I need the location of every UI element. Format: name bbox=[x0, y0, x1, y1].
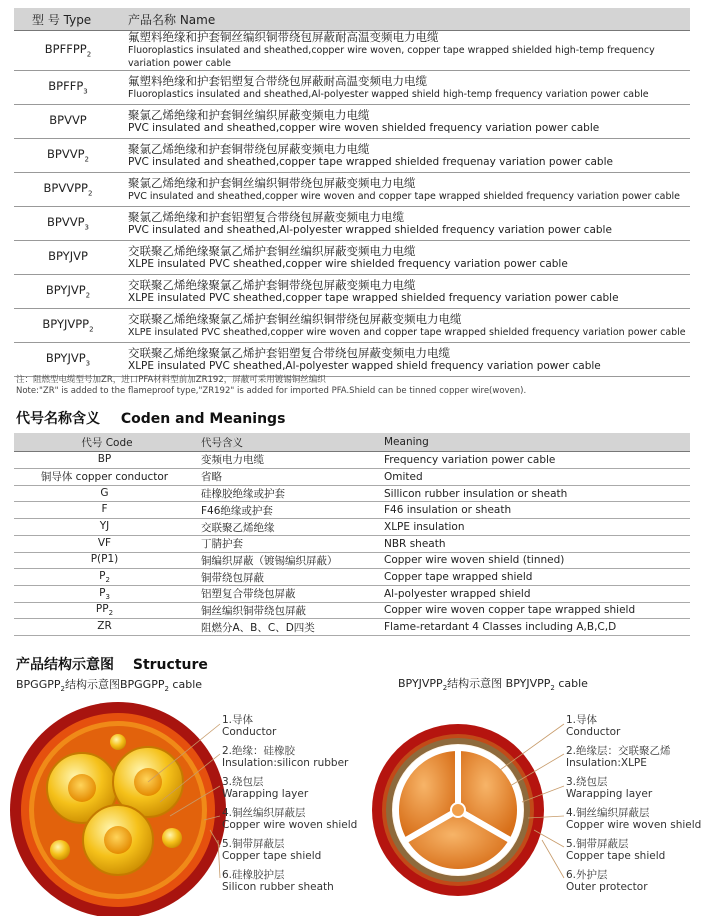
code-cell bbox=[14, 585, 195, 602]
name-cn: 交联聚乙烯绝缘聚氯乙烯护套铝塑复合带绕包屏蔽变频电力电缆 bbox=[128, 345, 450, 360]
layer-label-cn: 3.绕包层 bbox=[566, 776, 608, 788]
name-cn: 氟塑料绝缘和护套铜丝编织铜带绕包屏蔽耐高温变频电力电缆 bbox=[128, 30, 439, 44]
meaning-en-cell: Flame-retardant 4 Classes including A,B,C,D bbox=[378, 619, 690, 636]
code-cell bbox=[14, 569, 195, 586]
layer-label-cn: 4.铜丝编织屏蔽层 bbox=[222, 807, 306, 819]
meaning-en-cell: Copper tape wrapped shield bbox=[378, 569, 690, 586]
meaning-cn-cell: 铜丝编织铜带绕包屏蔽 bbox=[195, 602, 378, 619]
layer-label-en: Insulation:XLPE bbox=[566, 757, 647, 769]
name-en: PVC insulated and sheathed,copper wire woven shielded frequency variation power cable bbox=[128, 121, 600, 134]
coden-title-cn: 代号名称含义 bbox=[16, 411, 100, 427]
layer-label-cn: 3.绕包层 bbox=[222, 776, 264, 788]
table-row bbox=[14, 452, 690, 469]
table-row bbox=[14, 552, 690, 569]
meaning-en-column-header: Meaning bbox=[378, 433, 690, 452]
code-subscript: 3 bbox=[105, 592, 110, 601]
small-core-1 bbox=[50, 840, 70, 860]
type-code: BPYJVP bbox=[48, 249, 88, 264]
name-cn: 聚氯乙烯绝缘和护套铜带绕包屏蔽变频电力电缆 bbox=[128, 141, 370, 156]
meaning-en-cell: Copper wire woven copper tape wrapped shield bbox=[378, 602, 690, 619]
coden-section-title bbox=[16, 408, 285, 428]
code-cell bbox=[14, 602, 195, 619]
type-code-subscript: 2 bbox=[89, 325, 94, 334]
product-table-body bbox=[14, 31, 690, 377]
table-row bbox=[14, 139, 690, 173]
code-cell bbox=[14, 519, 195, 536]
name-cell bbox=[122, 275, 690, 309]
name-cn: 聚氯乙烯绝缘和护套铜丝编织屏蔽变频电力电缆 bbox=[128, 107, 370, 122]
code-cell bbox=[14, 502, 195, 519]
type-code-subscript: 3 bbox=[83, 87, 88, 96]
table-row bbox=[14, 569, 690, 586]
code-value: F bbox=[101, 503, 108, 516]
table-row bbox=[14, 207, 690, 241]
meaning-en-cell: Frequency variation power cable bbox=[378, 452, 690, 469]
type-code: BPVVPP bbox=[43, 181, 88, 196]
name-column-header: 产品名称 Name bbox=[122, 8, 690, 31]
center-filler bbox=[451, 803, 465, 817]
layer-label bbox=[566, 745, 701, 776]
table-row bbox=[14, 535, 690, 552]
meaning-cn-cell: 丁腈护套 bbox=[195, 535, 378, 552]
meaning-en-cell: Al-polyester wrapped shield bbox=[378, 585, 690, 602]
name-en: XLPE insulated PVC sheathed,copper wire shielded frequency variation power cable bbox=[128, 257, 568, 270]
table-row bbox=[14, 485, 690, 502]
conductor-1 bbox=[68, 774, 96, 802]
name-cell bbox=[122, 105, 690, 139]
layer-label-cn: 6.硅橡胶护层 bbox=[222, 869, 285, 881]
name-cn: 氟塑料绝缘和护套铝塑复合带绕包屏蔽耐高温变频电力电缆 bbox=[128, 73, 427, 88]
table-row bbox=[14, 468, 690, 485]
right-cable-cross-section bbox=[372, 724, 544, 896]
name-cell bbox=[122, 71, 690, 105]
type-code-subscript: 3 bbox=[85, 359, 91, 368]
type-cell bbox=[14, 173, 122, 207]
type-code-subscript: 2 bbox=[86, 50, 92, 59]
layer-label bbox=[566, 714, 701, 745]
code-table-header bbox=[14, 433, 690, 452]
right-caption-sub1: 2 bbox=[442, 684, 448, 693]
name-cell bbox=[122, 139, 690, 173]
name-cn: 交联聚乙烯绝缘聚氯乙烯护套铜丝编织铜带绕包屏蔽变频电力电缆 bbox=[128, 311, 462, 326]
code-value: ZR bbox=[97, 620, 112, 633]
type-cell bbox=[14, 343, 122, 377]
meaning-en-cell: Sillicon rubber insulation or sheath bbox=[378, 485, 690, 502]
type-code: BPYJVPP bbox=[42, 317, 90, 332]
layer-label-en: Conductor bbox=[566, 726, 621, 738]
code-value: PP bbox=[95, 603, 109, 616]
table-row bbox=[14, 105, 690, 139]
type-cell bbox=[14, 241, 122, 275]
type-cell bbox=[14, 207, 122, 241]
layer-label bbox=[566, 869, 701, 900]
table-row bbox=[14, 173, 690, 207]
meaning-en-cell: NBR sheath bbox=[378, 535, 690, 552]
layer-label-en: Insulation:silicon rubber bbox=[222, 757, 349, 769]
name-cn: 交联聚乙烯绝缘聚氯乙烯护套铜丝编织屏蔽变频电力电缆 bbox=[128, 243, 416, 258]
layer-label-en: Copper tape shield bbox=[222, 850, 322, 862]
name-cell bbox=[122, 241, 690, 275]
layer-label bbox=[222, 745, 357, 776]
code-column-header: 代号 Code bbox=[14, 433, 195, 452]
code-cell bbox=[14, 452, 195, 469]
layer-label-cn: 2.绝缘层：交联聚乙烯 bbox=[566, 745, 671, 757]
type-code: BPYJVP bbox=[45, 351, 86, 366]
code-cell bbox=[14, 468, 195, 485]
table-row bbox=[14, 31, 690, 71]
layer-label-cn: 1.导体 bbox=[222, 714, 254, 726]
code-cell bbox=[14, 535, 195, 552]
right-diagram-labels bbox=[566, 714, 701, 900]
left-diagram-labels bbox=[222, 714, 357, 900]
left-caption-sub2: 2 bbox=[164, 685, 169, 694]
code-cell bbox=[14, 619, 195, 636]
name-en: Fluoroplastics insulated and sheathed,copper wire woven, copper tape wrapped shielded high-temp frequency variation power cable bbox=[128, 45, 655, 69]
layer-label bbox=[566, 776, 701, 807]
type-code: BPFFP bbox=[48, 79, 84, 94]
layer-label-cn: 5.铜带屏蔽层 bbox=[566, 838, 629, 850]
meaning-cn-cell: 铜带绕包屏蔽 bbox=[195, 569, 378, 586]
code-meaning-table bbox=[14, 433, 690, 636]
code-cell bbox=[14, 485, 195, 502]
product-type-table bbox=[14, 8, 690, 377]
layer-label-en: Copper wire woven shield bbox=[222, 819, 358, 831]
layer-label-en: Outer protector bbox=[566, 881, 648, 893]
code-subscript: 2 bbox=[108, 609, 114, 618]
layer-label-en: Silicon rubber sheath bbox=[222, 881, 334, 893]
table-row bbox=[14, 619, 690, 636]
structure-title-cn: 产品结构示意图 bbox=[16, 657, 114, 673]
layer-label-en: Copper wire woven shield bbox=[566, 819, 702, 831]
layer-label bbox=[566, 838, 701, 869]
type-code: BPVVP bbox=[47, 147, 85, 162]
name-cn: 交联聚乙烯绝缘聚氯乙烯护套铜带绕包屏蔽变频电力电缆 bbox=[128, 277, 416, 292]
name-cn: 聚氯乙烯绝缘和护套铝塑复合带绕包屏蔽变频电力电缆 bbox=[128, 209, 404, 224]
right-caption-sub2: 2 bbox=[550, 684, 555, 693]
note-en: Note:"ZR" is added to the flameproof type,"ZR192" is added for imported PFA.Shield can be tinned copper wire(woven). bbox=[16, 386, 527, 396]
code-value: G bbox=[100, 486, 109, 499]
layer-label bbox=[222, 807, 357, 838]
conductor-3 bbox=[104, 826, 132, 854]
meaning-en-cell: F46 insulation or sheath bbox=[378, 502, 690, 519]
meaning-cn-cell: 铜编织屏蔽（镀锡编织屏蔽） bbox=[195, 552, 378, 569]
type-cell bbox=[14, 31, 122, 71]
type-code-subscript: 2 bbox=[85, 291, 91, 300]
meaning-cn-cell: F46绝缘或护套 bbox=[195, 502, 378, 519]
name-cell bbox=[122, 343, 690, 377]
type-code: BPFFPP bbox=[44, 42, 87, 57]
coden-title-en: Coden and Meanings bbox=[120, 411, 286, 427]
type-code: BPYJVP bbox=[45, 283, 86, 298]
layer-label bbox=[566, 807, 701, 838]
product-table-header bbox=[14, 8, 690, 31]
code-value: P bbox=[99, 586, 106, 599]
layer-label-cn: 2.绝缘：硅橡胶 bbox=[222, 745, 296, 757]
structure-section-title bbox=[16, 654, 208, 674]
code-value: VF bbox=[97, 536, 112, 549]
name-en: Fluoroplastics insulated and sheathed,Al-polyester wapped shield high-temp frequency variation power cable bbox=[128, 88, 649, 100]
code-value: BP bbox=[97, 452, 112, 465]
type-cell bbox=[14, 139, 122, 173]
meaning-en-cell: Omited bbox=[378, 468, 690, 485]
name-en: XLPE insulated PVC sheathed,Al-polyester wapped shield frequency variation power cable bbox=[128, 359, 601, 372]
code-subscript: 2 bbox=[105, 576, 110, 585]
layer-label bbox=[222, 776, 357, 807]
code-value: 铜导体 copper conductor bbox=[40, 470, 169, 483]
code-value: P(P1) bbox=[90, 553, 119, 566]
type-code-subscript: 3 bbox=[84, 223, 89, 232]
name-en: XLPE insulated PVC sheathed,copper tape wrapped shielded frequency variation power cable bbox=[128, 291, 619, 304]
meaning-cn-cell: 交联聚乙烯绝缘 bbox=[195, 519, 378, 536]
meaning-cn-cell: 变频电力电缆 bbox=[195, 452, 378, 469]
name-cell bbox=[122, 207, 690, 241]
bpyjvpp2-cable-diagram bbox=[360, 690, 570, 916]
code-value: YJ bbox=[99, 519, 110, 532]
table-row bbox=[14, 602, 690, 619]
type-cell bbox=[14, 105, 122, 139]
structure-title-en: Structure bbox=[132, 657, 208, 673]
type-cell bbox=[14, 71, 122, 105]
name-cell bbox=[122, 309, 690, 343]
table-row bbox=[14, 585, 690, 602]
table-row bbox=[14, 241, 690, 275]
code-table-body bbox=[14, 452, 690, 636]
layer-label bbox=[222, 838, 357, 869]
name-cn: 聚氯乙烯绝缘和护套铜丝编织铜带绕包屏蔽变频电力电缆 bbox=[128, 175, 416, 190]
layer-label-en: Warapping layer bbox=[566, 788, 653, 800]
meaning-en-cell: XLPE insulation bbox=[378, 519, 690, 536]
type-code: BPVVP bbox=[47, 215, 85, 230]
right-caption-part1: BPYJVPP bbox=[398, 677, 443, 690]
meaning-cn-cell: 省略 bbox=[195, 468, 378, 485]
type-column-header: 型 号 Type bbox=[14, 8, 122, 31]
small-core-3 bbox=[110, 734, 126, 750]
type-cell bbox=[14, 275, 122, 309]
small-core-2 bbox=[162, 828, 182, 848]
name-cell bbox=[122, 31, 690, 71]
type-cell bbox=[14, 309, 122, 343]
layer-label-cn: 1.导体 bbox=[566, 714, 598, 726]
meaning-cn-cell: 阻燃分A、B、C、D四类 bbox=[195, 619, 378, 636]
table-row bbox=[14, 343, 690, 377]
layer-label-en: Warapping layer bbox=[222, 788, 309, 800]
layer-label bbox=[222, 869, 357, 900]
left-cable-cross-section bbox=[10, 702, 226, 916]
layer-label bbox=[222, 714, 357, 745]
name-en: PVC insulated and sheathed,Al-polyester wrapped shielded frequency variation power cable bbox=[128, 223, 612, 236]
layer-label-en: Conductor bbox=[222, 726, 277, 738]
layer-label-en: Copper tape shield bbox=[566, 850, 666, 862]
name-en: PVC insulated and sheathed,copper tape wrapped shielded frequenay variation power cable bbox=[128, 155, 613, 168]
type-code: BPVVP bbox=[49, 113, 87, 128]
table-row bbox=[14, 309, 690, 343]
code-value: P bbox=[99, 570, 106, 583]
type-code-subscript: 2 bbox=[87, 189, 93, 198]
meaning-cn-column-header: 代号含义 bbox=[195, 433, 378, 452]
right-caption-part2: 结构示意图 BPYJVPP bbox=[447, 677, 551, 690]
name-en: XLPE insulated PVC sheathed,copper wire woven and copper tape wrapped shielded frequency variation power cable bbox=[128, 326, 686, 338]
table-row bbox=[14, 519, 690, 536]
table-row bbox=[14, 502, 690, 519]
type-code-subscript: 2 bbox=[84, 155, 89, 164]
meaning-en-cell: Copper wire woven shield (tinned) bbox=[378, 552, 690, 569]
table-note bbox=[16, 375, 526, 397]
layer-label-cn: 4.铜丝编织屏蔽层 bbox=[566, 807, 650, 819]
layer-label-cn: 5.铜带屏蔽层 bbox=[222, 838, 285, 850]
name-cell bbox=[122, 173, 690, 207]
table-row bbox=[14, 71, 690, 105]
layer-label-cn: 6.外护层 bbox=[566, 869, 608, 881]
note-cn: 注：阻燃型电缆型号加ZR，进口PFA材料型前加ZR192，屏蔽可采用镀锡铜丝编织 bbox=[16, 375, 326, 385]
name-en: PVC insulated and sheathed,copper wire woven and copper tape wrapped shielded frequency variation power cable bbox=[128, 190, 680, 202]
left-caption-sub1: 2 bbox=[60, 685, 65, 694]
meaning-cn-cell: 硅橡胶绝缘或护套 bbox=[195, 485, 378, 502]
code-cell bbox=[14, 552, 195, 569]
left-caption-part2: 结构示意图BPGGPP bbox=[64, 678, 165, 691]
right-caption-part3: cable bbox=[554, 677, 588, 690]
meaning-cn-cell: 铝塑复合带绕包屏蔽 bbox=[195, 585, 378, 602]
table-row bbox=[14, 275, 690, 309]
left-caption-part1: BPGGPP bbox=[16, 678, 61, 691]
left-caption-part3: cable bbox=[168, 678, 203, 691]
